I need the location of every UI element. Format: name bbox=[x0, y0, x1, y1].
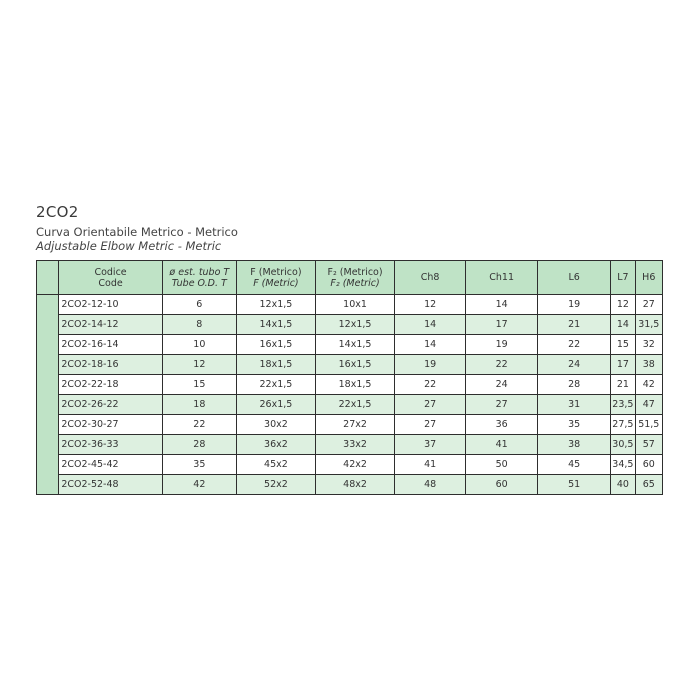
cell-h6: 57 bbox=[635, 435, 662, 455]
cell-ch11: 27 bbox=[466, 395, 538, 415]
cell-tube-od: 15 bbox=[162, 375, 236, 395]
product-title-english: Adjustable Elbow Metric - Metric bbox=[36, 239, 222, 253]
table-header-row bbox=[37, 261, 663, 295]
cell-f2-metric: 10x1 bbox=[315, 295, 394, 315]
cell-l6: 22 bbox=[538, 335, 611, 355]
cell-h6: 60 bbox=[635, 455, 662, 475]
col-header-tube-od: ø est. tubo T Tube O.D. T bbox=[162, 261, 236, 295]
cell-ch11: 14 bbox=[466, 295, 538, 315]
col-header-l6: L6 bbox=[538, 261, 611, 295]
cell-f-metric: 36x2 bbox=[236, 435, 315, 455]
cell-l6: 45 bbox=[538, 455, 611, 475]
col-header-ch11: Ch11 bbox=[466, 261, 538, 295]
cell-code: 2CO2-30-27 bbox=[59, 415, 162, 435]
cell-f2-metric: 16x1,5 bbox=[315, 355, 394, 375]
cell-h6: 47 bbox=[635, 395, 662, 415]
cell-f2-metric: 12x1,5 bbox=[315, 315, 394, 335]
cell-l7: 15 bbox=[611, 335, 635, 355]
cell-ch8: 22 bbox=[395, 375, 466, 395]
cell-f-metric: 30x2 bbox=[236, 415, 315, 435]
cell-ch11: 17 bbox=[466, 315, 538, 335]
cell-ch11: 19 bbox=[466, 335, 538, 355]
cell-f-metric: 12x1,5 bbox=[236, 295, 315, 315]
cell-f-metric: 16x1,5 bbox=[236, 335, 315, 355]
cell-code: 2CO2-52-48 bbox=[59, 475, 162, 495]
table-row bbox=[37, 415, 663, 435]
cell-ch11: 36 bbox=[466, 415, 538, 435]
cell-l7: 12 bbox=[611, 295, 635, 315]
table-row bbox=[37, 295, 663, 315]
cell-f2-metric: 33x2 bbox=[315, 435, 394, 455]
cell-code: 2CO2-22-18 bbox=[59, 375, 162, 395]
cell-f-metric: 14x1,5 bbox=[236, 315, 315, 335]
cell-code: 2CO2-45-42 bbox=[59, 455, 162, 475]
cell-l7: 27,5 bbox=[611, 415, 635, 435]
cell-ch8: 37 bbox=[395, 435, 466, 455]
cell-l6: 31 bbox=[538, 395, 611, 415]
cell-tube-od: 28 bbox=[162, 435, 236, 455]
dimensions-table bbox=[36, 260, 663, 495]
cell-tube-od: 22 bbox=[162, 415, 236, 435]
cell-f2-metric: 42x2 bbox=[315, 455, 394, 475]
cell-tube-od: 6 bbox=[162, 295, 236, 315]
cell-ch11: 41 bbox=[466, 435, 538, 455]
cell-l6: 19 bbox=[538, 295, 611, 315]
cell-f2-metric: 48x2 bbox=[315, 475, 394, 495]
table-row bbox=[37, 355, 663, 375]
cell-f-metric: 45x2 bbox=[236, 455, 315, 475]
table-row bbox=[37, 375, 663, 395]
cell-tube-od: 42 bbox=[162, 475, 236, 495]
cell-code: 2CO2-14-12 bbox=[59, 315, 162, 335]
cell-l7: 21 bbox=[611, 375, 635, 395]
cell-ch11: 50 bbox=[466, 455, 538, 475]
cell-l7: 14 bbox=[611, 315, 635, 335]
cell-h6: 51,5 bbox=[635, 415, 662, 435]
col-header-h6: H6 bbox=[635, 261, 662, 295]
cell-l6: 51 bbox=[538, 475, 611, 495]
product-title-italian: Curva Orientabile Metrico - Metrico bbox=[36, 225, 238, 239]
cell-ch11: 22 bbox=[466, 355, 538, 375]
cell-ch8: 19 bbox=[395, 355, 466, 375]
cell-l6: 21 bbox=[538, 315, 611, 335]
cell-ch8: 41 bbox=[395, 455, 466, 475]
cell-tube-od: 35 bbox=[162, 455, 236, 475]
cell-h6: 65 bbox=[635, 475, 662, 495]
cell-l7: 40 bbox=[611, 475, 635, 495]
cell-h6: 27 bbox=[635, 295, 662, 315]
cell-l6: 35 bbox=[538, 415, 611, 435]
cell-ch8: 27 bbox=[395, 415, 466, 435]
table-row bbox=[37, 335, 663, 355]
cell-l6: 38 bbox=[538, 435, 611, 455]
cell-l7: 17 bbox=[611, 355, 635, 375]
product-code-title: 2CO2 bbox=[36, 203, 79, 221]
col-header-f2-metric: F₂ (Metrico) F₂ (Metric) bbox=[315, 261, 394, 295]
cell-code: 2CO2-12-10 bbox=[59, 295, 162, 315]
col-header-code: Codice Code bbox=[59, 261, 162, 295]
cell-f2-metric: 22x1,5 bbox=[315, 395, 394, 415]
cell-h6: 32 bbox=[635, 335, 662, 355]
col-header-ch8: Ch8 bbox=[395, 261, 466, 295]
cell-h6: 31,5 bbox=[635, 315, 662, 335]
cell-l7: 30,5 bbox=[611, 435, 635, 455]
col-header-l7: L7 bbox=[611, 261, 635, 295]
cell-code: 2CO2-36-33 bbox=[59, 435, 162, 455]
cell-ch8: 12 bbox=[395, 295, 466, 315]
cell-tube-od: 18 bbox=[162, 395, 236, 415]
cell-code: 2CO2-16-14 bbox=[59, 335, 162, 355]
dimensions-table-wrapper bbox=[36, 260, 663, 495]
table-row bbox=[37, 435, 663, 455]
table-body bbox=[37, 295, 663, 495]
cell-f-metric: 22x1,5 bbox=[236, 375, 315, 395]
cell-ch11: 60 bbox=[466, 475, 538, 495]
cell-tube-od: 8 bbox=[162, 315, 236, 335]
cell-l7: 34,5 bbox=[611, 455, 635, 475]
cell-l6: 28 bbox=[538, 375, 611, 395]
product-header bbox=[36, 203, 238, 253]
cell-code: 2CO2-26-22 bbox=[59, 395, 162, 415]
table-row bbox=[37, 395, 663, 415]
table-row bbox=[37, 315, 663, 335]
cell-h6: 42 bbox=[635, 375, 662, 395]
cell-ch8: 27 bbox=[395, 395, 466, 415]
table-row bbox=[37, 455, 663, 475]
cell-tube-od: 10 bbox=[162, 335, 236, 355]
cell-ch8: 14 bbox=[395, 315, 466, 335]
cell-f2-metric: 14x1,5 bbox=[315, 335, 394, 355]
cell-ch8: 48 bbox=[395, 475, 466, 495]
side-stripe-header bbox=[37, 261, 59, 295]
cell-ch11: 24 bbox=[466, 375, 538, 395]
cell-tube-od: 12 bbox=[162, 355, 236, 375]
cell-ch8: 14 bbox=[395, 335, 466, 355]
cell-h6: 38 bbox=[635, 355, 662, 375]
cell-l6: 24 bbox=[538, 355, 611, 375]
cell-f-metric: 18x1,5 bbox=[236, 355, 315, 375]
cell-code: 2CO2-18-16 bbox=[59, 355, 162, 375]
cell-f-metric: 52x2 bbox=[236, 475, 315, 495]
cell-f-metric: 26x1,5 bbox=[236, 395, 315, 415]
cell-f2-metric: 27x2 bbox=[315, 415, 394, 435]
cell-f2-metric: 18x1,5 bbox=[315, 375, 394, 395]
cell-l7: 23,5 bbox=[611, 395, 635, 415]
side-stripe bbox=[37, 295, 59, 495]
table-row bbox=[37, 475, 663, 495]
col-header-f-metric: F (Metrico) F (Metric) bbox=[236, 261, 315, 295]
